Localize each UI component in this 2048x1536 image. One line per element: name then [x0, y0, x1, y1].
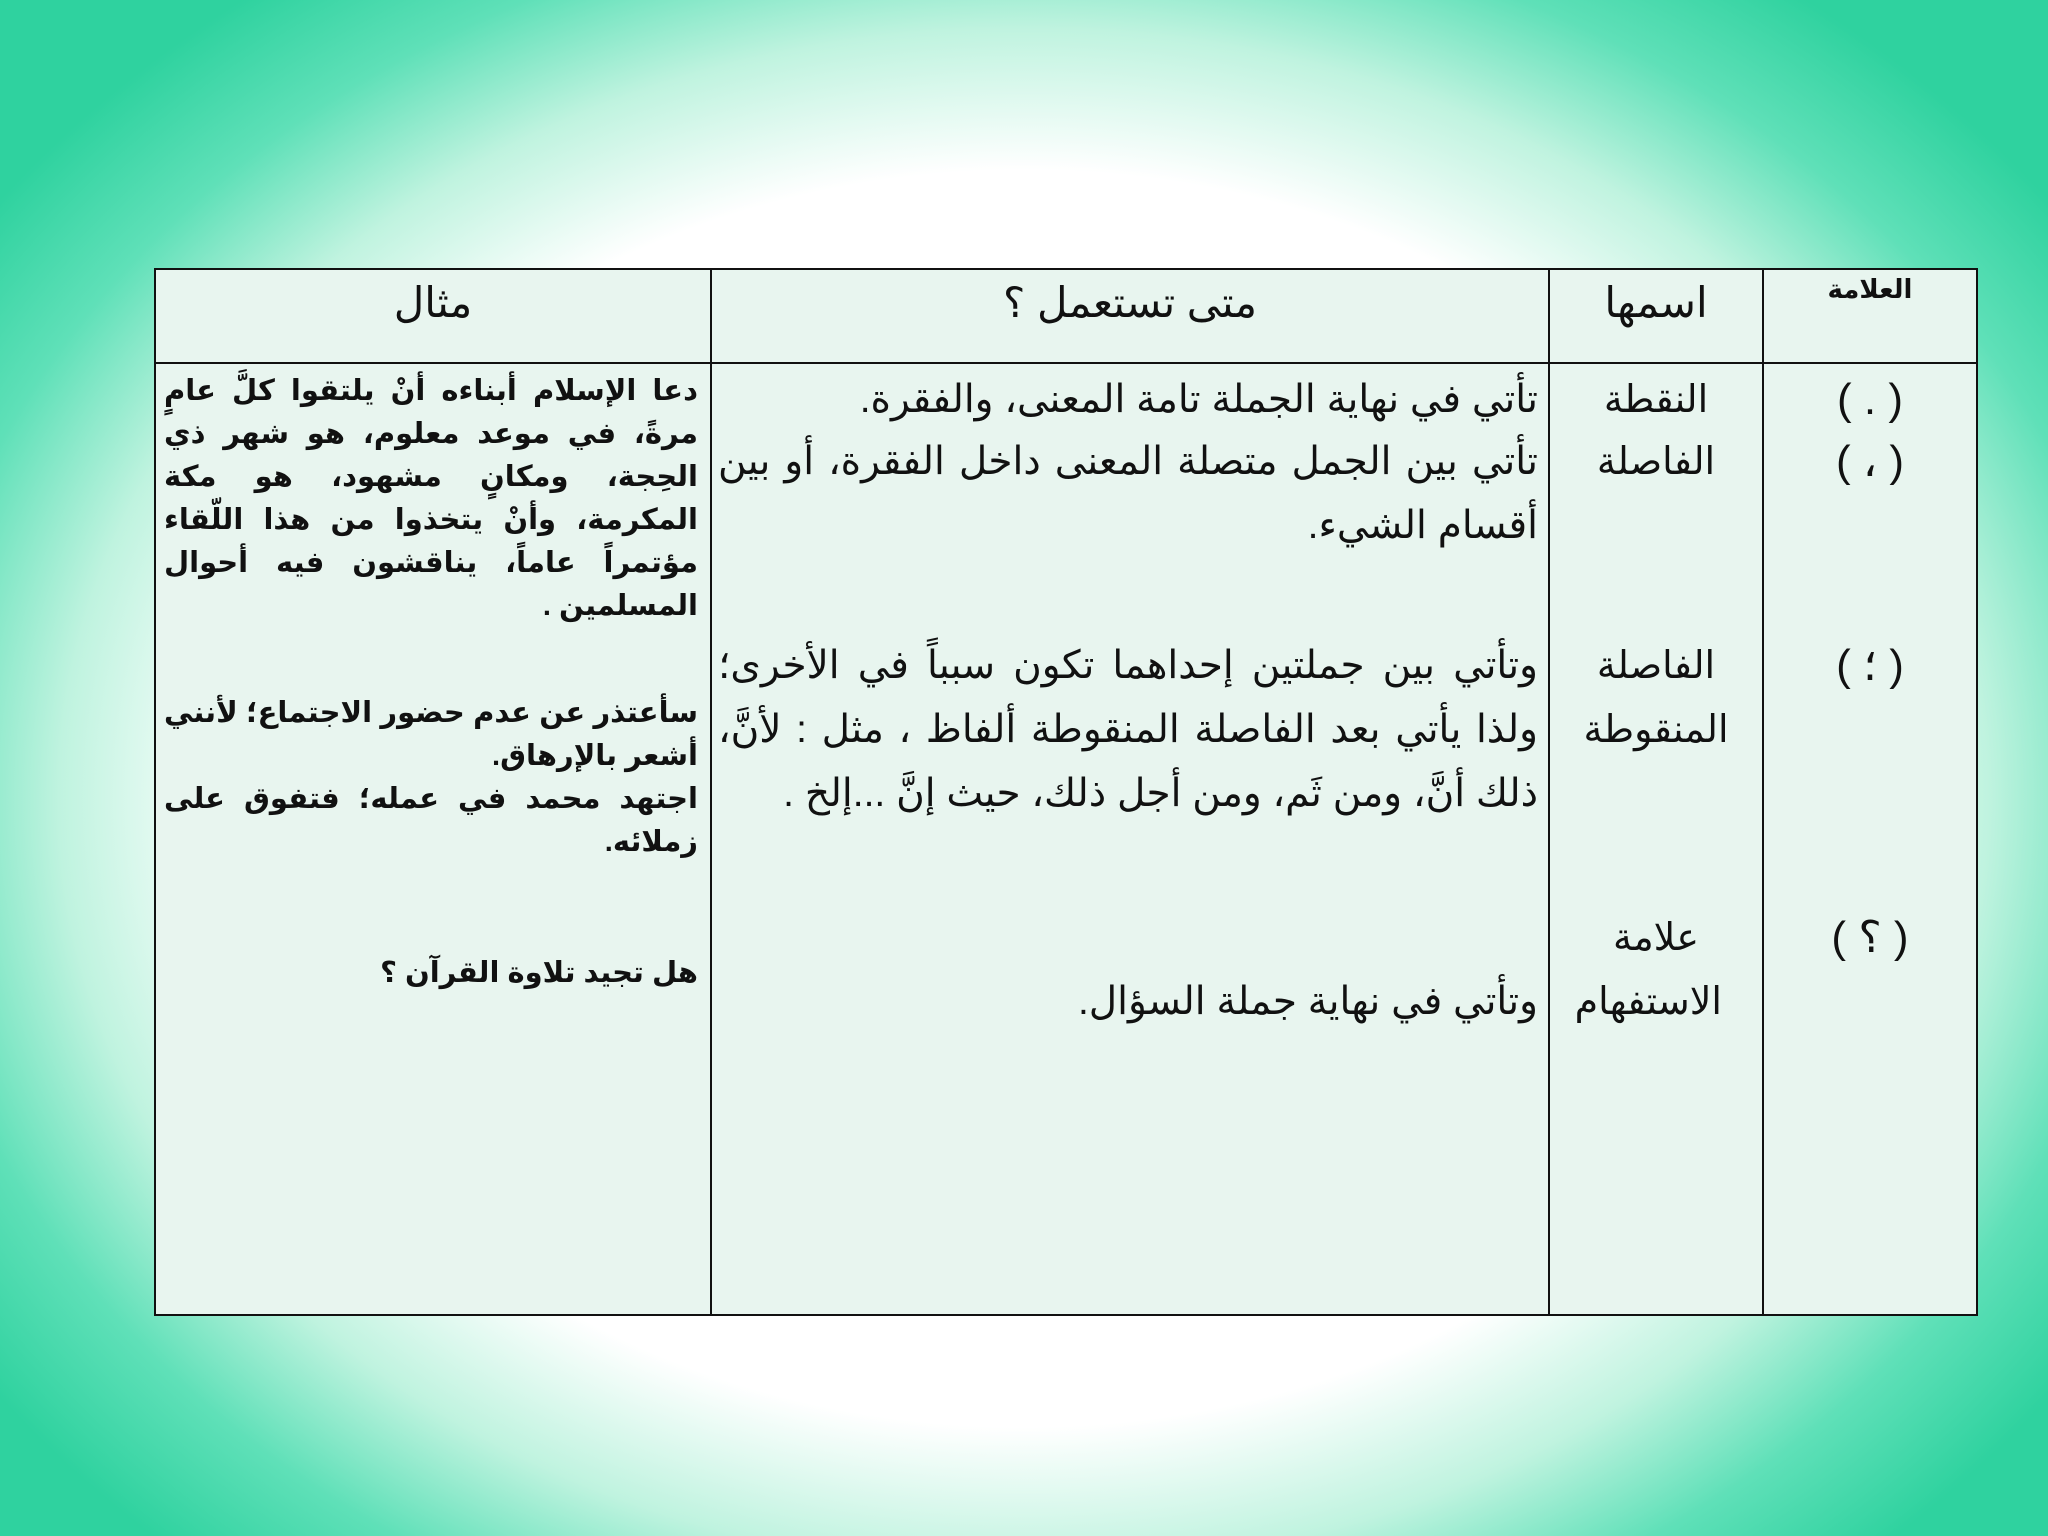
- example-period-comma: دعا الإسلام أبناءه أنْ يلتقوا كلَّ عامٍ مرةً، في موعد معلوم، هو شهر ذي الحِجة، ومكانٍ مشهود، هو مكة المكرمة، وأنْ يتخذوا من هذا اللّقاء مؤتمراً عاماً، يناقشون فيه أحوال المسلمين .: [164, 375, 698, 622]
- punctuation-table: [154, 268, 1978, 1316]
- example-column: [155, 363, 711, 1315]
- example-question: هل تجيد تلاوة القرآن ؟: [380, 957, 698, 989]
- usage-period: تأتي في نهاية الجملة تامة المعنى، والفقرة.: [859, 378, 1538, 421]
- example-semicolon-1: سأعتذر عن عدم حضور الاجتماع؛ لأنني أشعر بالإرهاق.: [164, 697, 698, 772]
- mark-semicolon: ( ؛ ): [1836, 641, 1904, 690]
- mark-period: ( . ): [1837, 375, 1903, 424]
- header-mark: العلامة: [1763, 269, 1977, 363]
- name-column: [1549, 363, 1763, 1315]
- name-comma: الفاصلة: [1596, 441, 1716, 483]
- mark-question: ( ؟ ): [1831, 913, 1909, 962]
- header-example: مثال: [155, 269, 711, 363]
- usage-question: وتأتي في نهاية جملة السؤال.: [1077, 980, 1538, 1023]
- header-usage: متى تستعمل ؟: [711, 269, 1549, 363]
- usage-column: [711, 363, 1549, 1315]
- usage-semicolon: وتأتي بين جملتين إحداهما تكون سبباً في الأخرى؛ ولذا يأتي بعد الفاصلة المنقوطة ألفاظ ، مثل : لأنَّ، ذلك أنَّ، ومن ثَم، ومن أجل ذلك، حيث إنَّ ...إلخ .: [718, 644, 1538, 815]
- name-semicolon: الفاصلة المنقوطة: [1583, 645, 1729, 751]
- example-semicolon-2: اجتهد محمد في عمله؛ فتفوق على زملائه.: [164, 783, 698, 858]
- mark-comma: ( ، ): [1836, 437, 1904, 486]
- usage-comma: تأتي بين الجمل متصلة المعنى داخل الفقرة، أو بين أقسام الشيء.: [718, 440, 1538, 547]
- header-row: [155, 269, 1977, 363]
- name-question: علامة الاستفهام: [1574, 917, 1722, 1023]
- name-period: النقطة: [1603, 379, 1709, 421]
- body-row: [155, 363, 1977, 1315]
- header-name: اسمها: [1549, 269, 1763, 363]
- mark-column: [1763, 363, 1977, 1315]
